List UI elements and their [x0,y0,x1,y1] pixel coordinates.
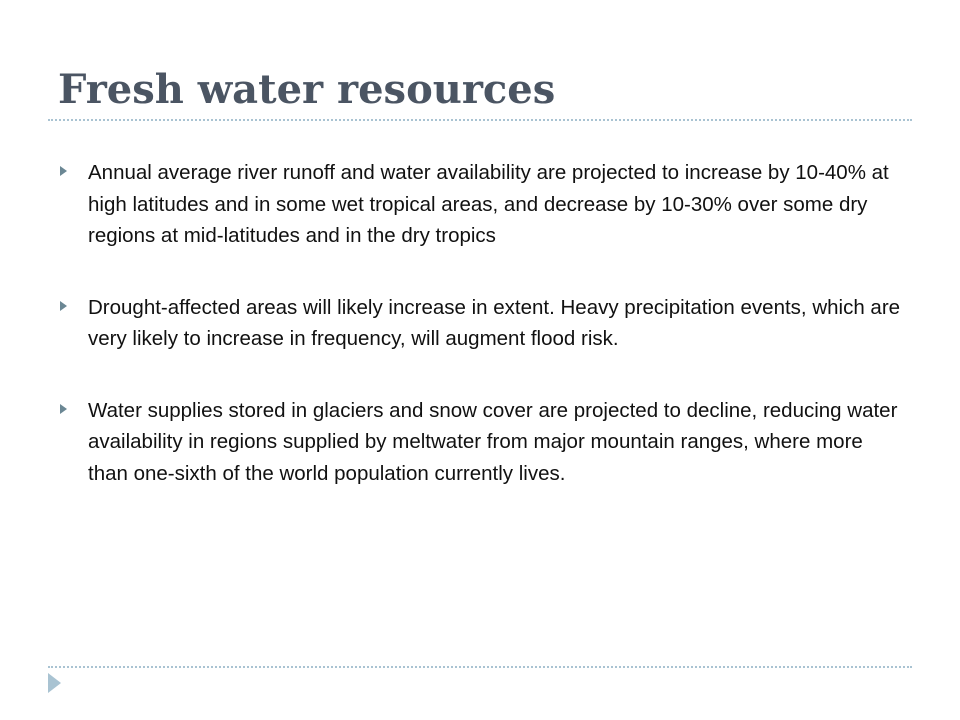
bullet-text: Annual average river runoff and water availability are projected to increase by 10-40% at high latitudes and in some wet tropical areas, and decrease by 10-30% over some dry regions at mid-latitudes and in the dry tropics [88,161,889,247]
bullet-list [60,157,908,529]
triangle-bullet-icon [60,404,67,414]
bullet-item [60,157,908,252]
triangle-bullet-icon [60,301,67,311]
triangle-bullet-icon [60,166,67,176]
bullet-item [60,292,908,355]
slide-title: Fresh water resources [58,66,556,113]
bullet-item [60,395,908,490]
corner-triangle-icon [48,673,61,693]
footer-divider [48,666,912,668]
bullet-text: Drought-affected areas will likely increase in extent. Heavy precipitation events, which are very likely to increase in frequency, will augment flood risk. [88,295,901,350]
title-divider [48,119,912,121]
bullet-text: Water supplies stored in glaciers and snow cover are projected to decline, reducing water availability in regions supplied by meltwater from major mountain ranges, where more than one-sixth of the world population currently lives. [88,398,898,485]
